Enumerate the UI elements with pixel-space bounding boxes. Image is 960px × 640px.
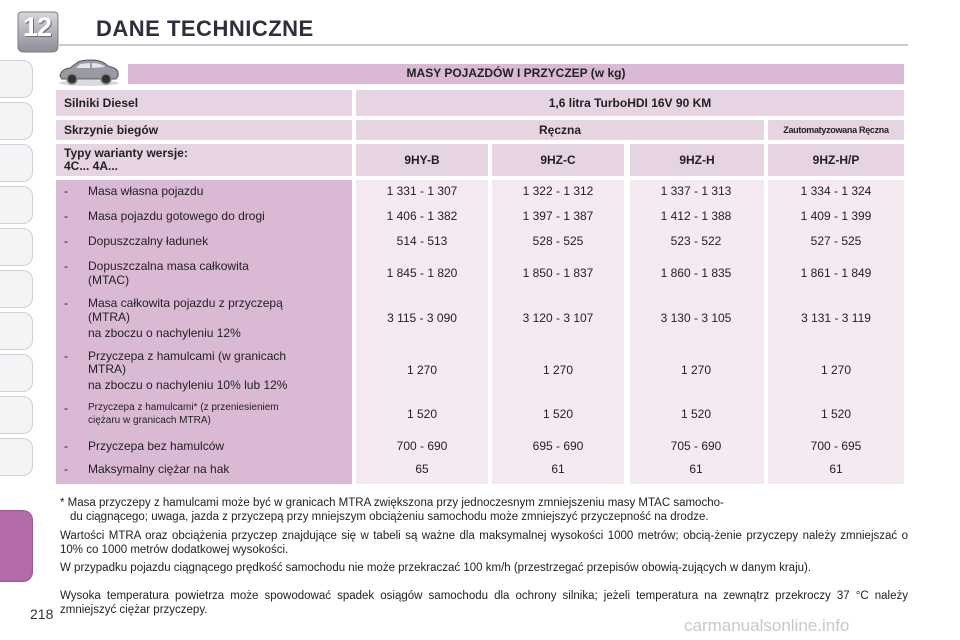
engines-label: Silniki Diesel xyxy=(56,90,352,116)
row-value: 700 - 690 xyxy=(396,439,448,453)
section-title: MASY POJAZDÓW I PRZYCZEP (w kg) xyxy=(406,66,626,80)
row-value: 695 - 690 xyxy=(532,439,584,453)
chapter-tabs xyxy=(0,40,34,600)
row-value: 1 270 xyxy=(820,363,852,377)
column-header: 9HZ-H/P xyxy=(768,144,904,176)
row-value: 523 - 522 xyxy=(670,234,722,248)
row-label: Dopuszczalny ładunek xyxy=(88,234,209,248)
row-value: 3 130 - 3 105 xyxy=(660,311,732,325)
footnote: * Masa przyczepy z hamulcami może być w granicach MTRA zwiększona przy jednoczesnym zmniejszeniu masy MTAC samocho- xyxy=(60,497,724,509)
chapter-tab[interactable] xyxy=(0,354,33,392)
row-value: 1 337 - 1 313 xyxy=(660,184,732,198)
footnote-continued: du ciągnącego; uwaga, jazda z przyczepą przy mniejszym obciążeniu samochodu może zmniejszyć przyczepność na drodze. xyxy=(70,511,709,523)
variants-label-line1: Typy warianty wersje: xyxy=(64,146,188,160)
row-dash: - xyxy=(64,439,68,453)
row-label: Dopuszczalna masa całkowita xyxy=(88,259,249,273)
row-value: 528 - 525 xyxy=(532,234,584,248)
row-value: 705 - 690 xyxy=(670,439,722,453)
chapter-tab-active[interactable] xyxy=(0,510,33,582)
row-value: 1 861 - 1 849 xyxy=(800,266,872,280)
row-value: 1 520 xyxy=(820,407,852,421)
row-dash: - xyxy=(64,401,68,415)
chapter-tab[interactable] xyxy=(0,438,33,476)
row-value: 514 - 513 xyxy=(396,234,448,248)
row-dash: - xyxy=(64,234,68,248)
row-value: 1 850 - 1 837 xyxy=(522,266,594,280)
row-label: Przyczepa bez hamulców xyxy=(88,439,225,453)
row-dash: - xyxy=(64,296,68,310)
variants-label xyxy=(56,144,352,176)
row-value: 3 120 - 3 107 xyxy=(522,311,594,325)
row-label: Masa całkowita pojazdu z przyczepą xyxy=(88,296,283,310)
row-label-continued: (MTAC) xyxy=(88,273,130,287)
engine-value: 1,6 litra TurboHDI 16V 90 KM xyxy=(356,90,904,116)
row-label: Masa pojazdu gotowego do drogi xyxy=(88,209,265,223)
column-header: 9HZ-C xyxy=(492,144,624,176)
header-divider xyxy=(58,44,908,46)
row-value: 1 860 - 1 835 xyxy=(660,266,732,280)
row-dash: - xyxy=(64,184,68,198)
row-value: 1 520 xyxy=(542,407,574,421)
row-dash: - xyxy=(64,462,68,476)
row-value: 1 270 xyxy=(406,363,438,377)
chapter-number: 12 xyxy=(22,12,52,42)
gearbox-manual: Ręczna xyxy=(356,120,764,140)
watermark: carmanualsonline.info xyxy=(684,616,850,635)
car-icon xyxy=(56,56,122,86)
variants-label-line2: 4C... 4A... xyxy=(64,159,119,173)
row-dash: - xyxy=(64,209,68,223)
row-value: 1 270 xyxy=(680,363,712,377)
chapter-tab[interactable] xyxy=(0,102,33,140)
row-label-continued: ciężaru w granicach MTRA) xyxy=(88,415,211,426)
row-value: 3 131 - 3 119 xyxy=(801,311,871,325)
paragraph: Wysoka temperatura powietrza może spowodować spadek osiągów samochodu dla ochrony silnika; jeżeli temperatura na zewnątrz przekroczy 37 °C należy zmniejszyć ciężar przyczepy. xyxy=(60,590,908,616)
chapter-tab[interactable] xyxy=(0,60,33,98)
row-label: Przyczepa z hamulcami (w granicach xyxy=(88,349,287,363)
row-value: 65 xyxy=(415,462,429,476)
row-value: 1 334 - 1 324 xyxy=(800,184,872,198)
row-value: 1 409 - 1 399 xyxy=(800,209,872,223)
page-title: DANE TECHNICZNE xyxy=(96,16,314,41)
row-value: 700 - 695 xyxy=(810,439,862,453)
row-value: 1 322 - 1 312 xyxy=(522,184,594,198)
row-dash: - xyxy=(64,259,68,273)
row-label: Przyczepa z hamulcami* (z przeniesieniem xyxy=(88,402,279,413)
column-header: 9HZ-H xyxy=(630,144,764,176)
row-label-note: na zboczu o nachyleniu 12% xyxy=(88,326,241,340)
row-value: 61 xyxy=(689,462,703,476)
chapter-tab[interactable] xyxy=(0,144,33,182)
column-header: 9HY-B xyxy=(356,144,488,176)
row-value: 1 520 xyxy=(406,407,438,421)
row-value: 1 520 xyxy=(680,407,712,421)
chapter-tab[interactable] xyxy=(0,228,33,266)
row-value: 61 xyxy=(829,462,843,476)
row-value: 1 397 - 1 387 xyxy=(522,209,594,223)
row-value: 1 412 - 1 388 xyxy=(660,209,732,223)
row-label: Maksymalny ciężar na hak xyxy=(88,462,230,476)
gearbox-auto: Zautomatyzowana Ręczna xyxy=(768,120,904,140)
row-dash: - xyxy=(64,349,68,363)
row-value: 61 xyxy=(551,462,565,476)
paragraph: Wartości MTRA oraz obciążenia przyczep znajdujące się w tabeli są ważne dla maksymalnej wysokości 1000 metrów; obcią-żenie przyczepy należy zmniejszać o 10% co 1000 metrów dodatkowej wysokości. xyxy=(60,530,908,556)
row-value: 3 115 - 3 090 xyxy=(387,311,457,325)
page-number: 218 xyxy=(30,606,54,622)
chapter-tab[interactable] xyxy=(0,186,33,224)
row-value: 1 331 - 1 307 xyxy=(386,184,458,198)
paragraph: W przypadku pojazdu ciągnącego prędkość samochodu nie może przekraczać 100 km/h (przestrzegać przepisów obowią-zujących w danym kraju). xyxy=(60,562,812,574)
row-value: 527 - 525 xyxy=(810,234,862,248)
row-label: Masa własna pojazdu xyxy=(88,184,204,198)
row-value: 1 406 - 1 382 xyxy=(386,209,458,223)
row-label-note: na zboczu o nachyleniu 10% lub 12% xyxy=(88,378,288,392)
gearbox-label: Skrzynie biegów xyxy=(56,120,352,140)
chapter-tab[interactable] xyxy=(0,270,33,308)
chapter-tab[interactable] xyxy=(0,312,33,350)
row-label-continued: MTRA) xyxy=(88,362,126,376)
row-label-continued: (MTRA) xyxy=(88,310,130,324)
row-value: 1 270 xyxy=(542,363,574,377)
chapter-tab[interactable] xyxy=(0,396,33,434)
row-value: 1 845 - 1 820 xyxy=(386,266,458,280)
